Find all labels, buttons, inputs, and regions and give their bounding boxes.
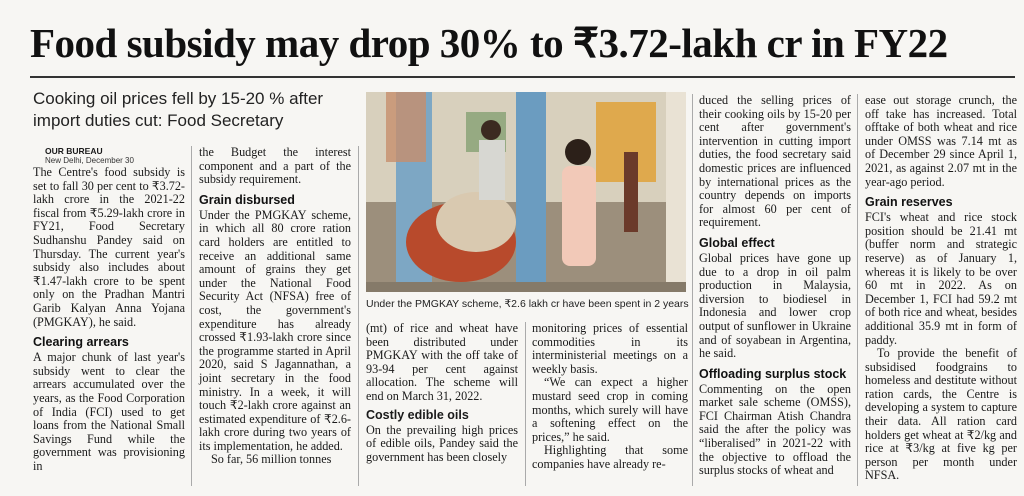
subhead-costly-edible-oils: Costly edible oils xyxy=(366,407,469,422)
paragraph: FCI's wheat and rice stock position should be 21.41 mt (buffer norm and strategic reserve) as of January 1, whereas it is likely to be over 60 mt in 2022. As on December 1, FCI had 59.2 mt of both rice and wheat, besides additional 35.9 mt in form of paddy. xyxy=(865,210,1017,347)
column-1 xyxy=(33,146,185,473)
paragraph: Global prices have gone up due to a drop in oil palm production in Malaysia, diversion to biodiesel in Indonesia and lower crop output of sunflower in Ukraine and of soyabean in Argentina, he said. xyxy=(699,250,851,361)
column-2 xyxy=(199,146,351,467)
column-3 xyxy=(366,322,518,464)
ration-shop-illustration xyxy=(366,92,686,292)
paragraph: ease out storage crunch, the off take has increased. Total offtake of both wheat and rice under OMSS was 7.14 mt as of December 29 since April 1, 2021, as against 2.07 mt in the year-ago period. xyxy=(865,93,1017,189)
column-divider xyxy=(525,322,526,486)
paragraph: To provide the benefit of subsidised foodgrains to homeless and destitute without ration cards, the Centre is developing a system to capture their data. All ration card holders get wheat at ₹2/kg and rice at ₹3/kg at five kg per person per month under NFSA. xyxy=(865,346,1017,483)
paragraph: the Budget the interest component and a part of the subsidy requirement. xyxy=(199,145,351,187)
paragraph: A major chunk of last year's subsidy went to clear the arrears accumulated over the years, as the Food Corporation of India (FCI) used to get loans from the National Small Savings Fund while the government was provisioning in xyxy=(33,350,185,473)
paragraph: (mt) of rice and wheat have been distributed under PMGKAY with the off take of 93-94 per cent against allocation. The scheme will end on March 31, 2022. xyxy=(366,321,518,403)
paragraph: Highlighting that some companies have already re- xyxy=(532,443,688,471)
paragraph: duced the selling prices of their cooking oils by 15-20 per cent after government's intervention in cutting import duties, the food secretary said domestic prices are influenced by international prices as the country depends on imports for almost 60 per cent of requirement. xyxy=(699,93,851,230)
deck: Cooking oil prices fell by 15-20 % after import duties cut: Food Secretary xyxy=(33,89,324,130)
column-4 xyxy=(532,322,688,472)
subhead-offloading-surplus-stock: Offloading surplus stock xyxy=(699,366,847,381)
paragraph: monitoring prices of essential commodities in its interministerial meetings on a weekly basis. xyxy=(532,321,688,376)
paragraph: “We can expect a higher mustard seed crop in coming months, which surely will have a softening effect on the prices,” he said. xyxy=(532,375,688,444)
news-photo xyxy=(366,92,686,292)
dateline: New Delhi, December 30 xyxy=(45,156,134,165)
column-5 xyxy=(699,94,851,478)
column-divider xyxy=(358,146,359,486)
paragraph: The Centre's food subsidy is set to fall 30 per cent to ₹3.72-lakh crore in the 2021-22 fiscal from ₹5.29-lakh crore in FY21, Food Secretary Sudhanshu Pandey said on Thursday. The current year's subsidy also includes about ₹1.47-lakh crore to be spent only on the Pradhan Mantri Garib Kalyan Anna Yojana (PMGKAY), he said. xyxy=(33,165,185,329)
subhead-grain-reserves: Grain reserves xyxy=(865,195,953,210)
column-divider xyxy=(191,146,192,486)
headline: Food subsidy may drop 30% to ₹3.72-lakh cr in FY22 xyxy=(30,20,948,66)
photo-caption: Under the PMGKAY scheme, ₹2.6 lakh cr have been spent in 2 years xyxy=(366,298,689,310)
subhead-clearing-arrears: Clearing arrears xyxy=(33,335,129,350)
column-divider xyxy=(857,94,858,486)
subhead-global-effect: Global effect xyxy=(699,235,775,250)
paragraph: On the prevailing high prices of edible oils, Pandey said the government has been closely xyxy=(366,422,518,464)
paragraph: Under the PMGKAY scheme, in which all 80 crore ration card holders are entitled to receive an additional same amount of grains they get under the National Food Security Act (NFSA) free of cost, the government's expenditure has already crossed ₹1.93-lakh crore since the programme started in April 2020, said S Jagannathan, a joint secretary in the food ministry. In a week, it will touch ₹2-lakh crore against an estimated expenditure of ₹2.6-lakh crore during two years of its implementation, he added. xyxy=(199,207,351,453)
column-divider xyxy=(692,94,693,486)
paragraph: Commenting on the open market sale scheme (OMSS), FCI Chairman Atish Chandra said the after the policy was “liberalised” in 2021-22 with the objective to offload the surplus stocks of wheat and xyxy=(699,381,851,478)
byline: OUR BUREAU xyxy=(45,146,103,156)
paragraph: So far, 56 million tonnes xyxy=(211,452,332,467)
subhead-grain-disbursed: Grain disbursed xyxy=(199,192,295,207)
column-6 xyxy=(865,94,1017,483)
headline-rule xyxy=(30,76,1015,78)
